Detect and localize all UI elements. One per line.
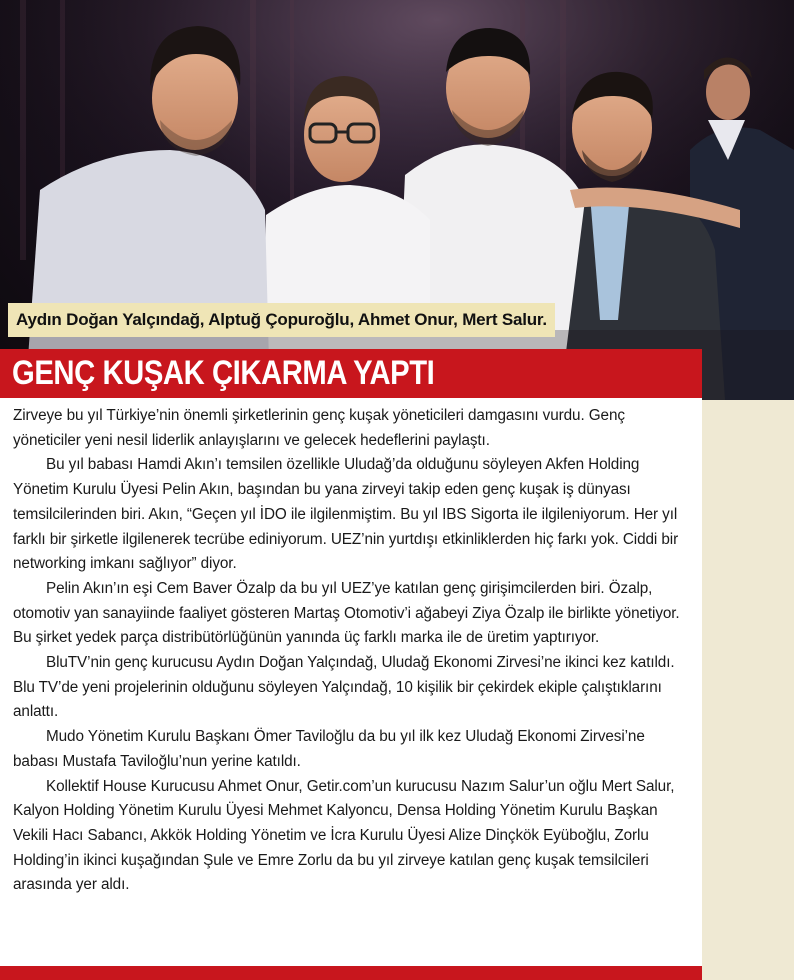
paragraph-1: Zirveye bu yıl Türkiye’nin önemli şirketlerinin genç kuşak yöneticileri damgasını vurdu. Genç yöneticiler yeni nesil liderlik anlayışlarını ve gelecek hedeflerini paylaştı. <box>13 407 625 449</box>
paragraph-5: Mudo Yönetim Kurulu Başkanı Ömer Taviloğlu da bu yıl ilk kez Uludağ Ekonomi Zirvesi’ne babası Mustafa Taviloğlu’nun yerine katıldı. <box>13 728 645 770</box>
article-body <box>13 404 693 898</box>
bottom-accent-bar <box>0 966 702 980</box>
photo-illustration <box>0 0 794 400</box>
article-headline: GENÇ KUŞAK ÇIKARMA YAPTI <box>12 354 435 392</box>
paragraph-3: Pelin Akın’ın eşi Cem Baver Özalp da bu yıl UEZ’ye katılan genç girişimcilerden biri. Özalp, otomotiv yan sanayiinde faaliyet gösteren Martaş Otomotiv’i ağabeyi Ziya Özalp ile birlikte yönetiyor. Bu şirket yedek parça distribütörlüğünün yanında üç farklı marka ile de üretim yaptırıyor. <box>13 579 680 647</box>
paragraph-4: BluTV’nin genç kurucusu Aydın Doğan Yalçındağ, Uludağ Ekonomi Zirvesi’ne ikinci kez katıldı. Blu TV’de yeni projelerinin olduğunu söyleyen Yalçındağ, 10 kişilik bir çekirdek ekiple çalıştıklarını anlattı. <box>13 654 675 721</box>
photo-caption: Aydın Doğan Yalçındağ, Alptuğ Çopuroğlu, Ahmet Onur, Mert Salur. <box>8 303 555 337</box>
paragraph-2: Bu yıl babası Hamdi Akın’ı temsilen özellikle Uludağ’da olduğunu söyleyen Akfen Holding Yönetim Kurulu Üyesi Pelin Akın, başından bu yana zirveyi takip eden genç kuşak iş dünyası temsilcilerinden biri. Akın, “Geçen yıl İDO ile ilgilenmiştim. Bu yıl IBS Sigorta ile ilgileniyorum. Her yıl farklı bir şirketle ilgilenerek tecrübe ediniyorum. UEZ’nin yurtdışı etkinliklerden hiç farkı yok. Ciddi bir networking imkanı sağlıyor” diyor. <box>13 456 679 573</box>
paragraph-6: Kollektif House Kurucusu Ahmet Onur, Getir.com’un kurucusu Nazım Salur’un oğlu Mert Salur, Kalyon Holding Yönetim Kurulu Üyesi Mehmet Kalyoncu, Densa Holding Yönetim Kurulu Başkan Vekili Hacı Sabancı, Akkök Holding Yönetim ve İcra Kurulu Üyesi Alize Dinçkök Eyüboğlu, Zorlu Holding’in ikinci kuşağından Şule ve Emre Zorlu da bu yıl zirveye katılan genç kuşak temsilcileri arasında yer aldı. <box>13 777 675 894</box>
group-photo <box>0 0 794 400</box>
